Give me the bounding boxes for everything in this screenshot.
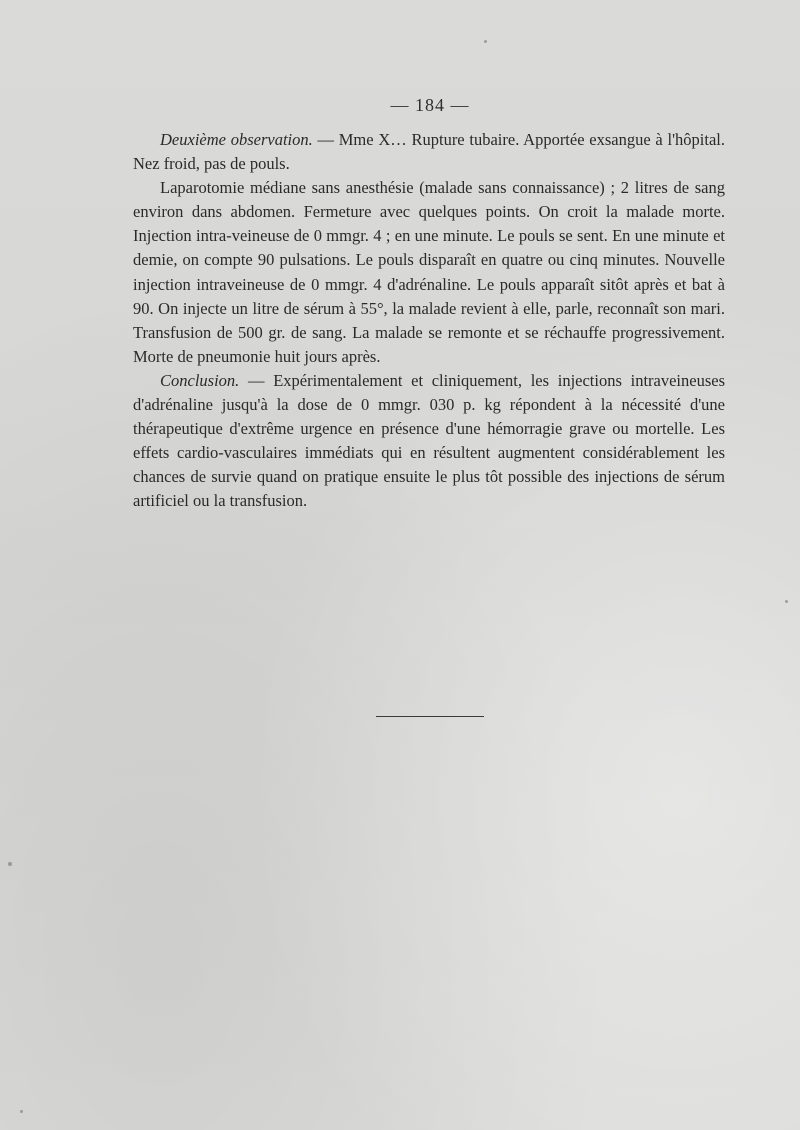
- paragraph-text: Laparotomie médiane sans anesthésie (malade sans connaissance) ; 2 litres de sang environ dans abdomen. Fermeture avec quelques points. On croit la malade morte. Injection intra-veineuse de 0 mmgr. 4 ; en une minute. Le pouls se sent. En une minute et demie, on compte 90 pulsations. Le pouls disparaît en quatre ou cinq minutes. Nouvelle injection intraveineuse de 0 mmgr. 4 d'adrénaline. Le pouls apparaît sitôt après et bat à 90. On injecte un litre de sérum à 55°, la malade revient à elle, parle, reconnaît son mari. Transfusion de 500 gr. de sang. La malade se remonte et se réchauffe progressivement. Morte de pneumonie huit jours après.: [133, 178, 725, 366]
- paragraph-deuxieme-observation: [133, 128, 725, 176]
- paragraph-text: — Mme X… Rupture tubaire. Apportée exsangue à l'hôpital. Nez froid, pas de pouls.: [133, 130, 725, 174]
- paragraph-lead: Deuxième observation.: [160, 130, 313, 149]
- paper-speck: [8, 862, 12, 866]
- end-rule: [376, 716, 484, 717]
- body-text: [133, 128, 725, 514]
- paragraph-text: — Expérimentalement et cliniquement, les injections intraveineuses d'adrénaline jusqu'à la dose de 0 mmgr. 030 p. kg répondent à la nécessité d'une thérapeutique d'extrême urgence en présence d'une hémorragie grave ou mortelle. Les effets cardio-vasculaires immédiats qui en résultent augmentent considérablement les chances de survie quand on pratique ensuite le plus tôt possible des injections de sérum artificiel ou la transfusion.: [133, 370, 725, 511]
- paper-speck: [484, 40, 487, 43]
- paragraph-conclusion: [133, 369, 725, 514]
- paragraph-lead: Conclusion.: [160, 370, 240, 390]
- page-number: — 184 —: [390, 95, 470, 115]
- paper-speck: [20, 1110, 23, 1113]
- paragraph-laparotomie: [133, 176, 725, 369]
- paper-speck: [785, 600, 788, 603]
